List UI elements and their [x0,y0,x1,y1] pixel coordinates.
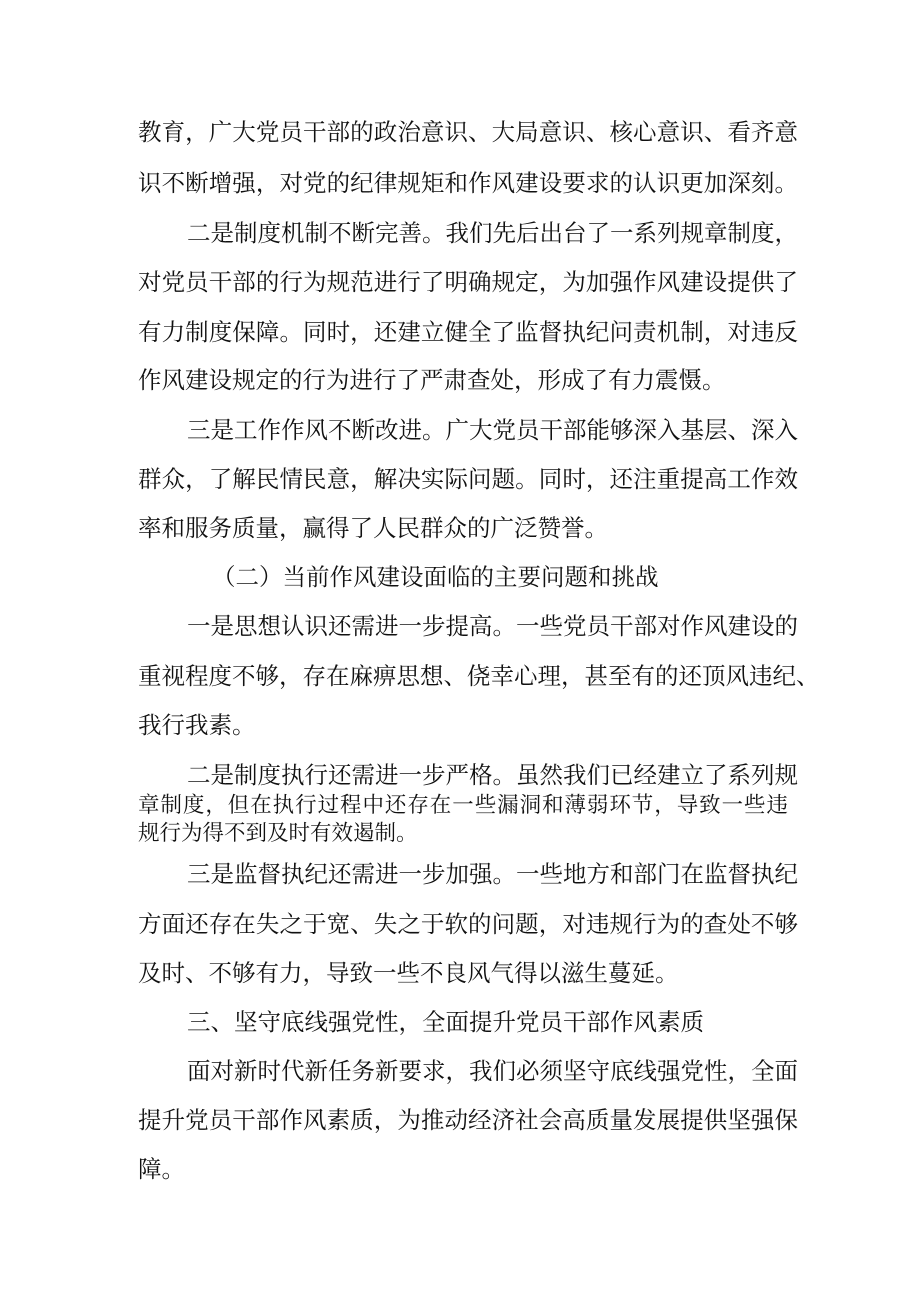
paragraph-line: 有力制度保障。同时，还建立健全了监督执纪问责机制，对违反 [138,318,798,346]
paragraph-line: 提升党员干部作风素质，为推动经济社会高质量发展提供坚强保 [138,1106,798,1134]
paragraph-line: 障。 [138,1155,185,1183]
paragraph-line: 面对新时代新任务新要求，我们必须坚守底线强党性，全面 [187,1057,798,1085]
paragraph-line: 一是思想认识还需进一步提高。一些党员干部对作风建设的 [187,612,798,640]
paragraph-line: 群众，了解民情民意，解决实际问题。同时，还注重提高工作效 [138,465,798,493]
paragraph-line: 率和服务质量，赢得了人民群众的广泛赞誉。 [138,514,608,542]
paragraph-line: 规行为得不到及时有效遏制。 [138,821,418,846]
paragraph-line: 三是工作作风不断改进。广大党员干部能够深入基层、深入 [187,416,798,444]
paragraph-line: 作风建设规定的行为进行了严肃查处，形成了有力震慑。 [138,366,726,394]
paragraph-line: 我行我素。 [138,711,256,739]
section-heading: 三、坚守底线强党性，全面提升党员干部作风素质 [187,1008,704,1036]
paragraph-line: 重视程度不够，存在麻痹思想、侥幸心理，甚至有的还顶风违纪、 [138,662,820,690]
paragraph-line: 方面还存在失之于宽、失之于软的问题，对违规行为的查处不够 [138,910,798,938]
paragraph-line: 二是制度执行还需进一步严格。虽然我们已经建立了系列规 [187,761,798,789]
paragraph-line: 三是监督执纪还需进一步加强。一些地方和部门在监督执纪 [187,860,798,888]
paragraph-line: 及时、不够有力，导致一些不良风气得以滋生蔓延。 [138,959,679,987]
section-heading: （二）当前作风建设面临的主要问题和挑战 [212,563,659,591]
paragraph-line: 对党员干部的行为规范进行了明确规定，为加强作风建设提供了 [138,268,798,296]
paragraph-line: 二是制度机制不断完善。我们先后出台了一系列规章制度， [187,219,798,247]
paragraph-line: 教育，广大党员干部的政治意识、大局意识、核心意识、看齐意 [138,118,798,146]
paragraph-line: 识不断增强，对党的纪律规矩和作风建设要求的认识更加深刻。 [138,169,798,197]
paragraph-line: 章制度，但在执行过程中还存在一些漏洞和薄弱环节，导致一些违 [138,793,788,818]
